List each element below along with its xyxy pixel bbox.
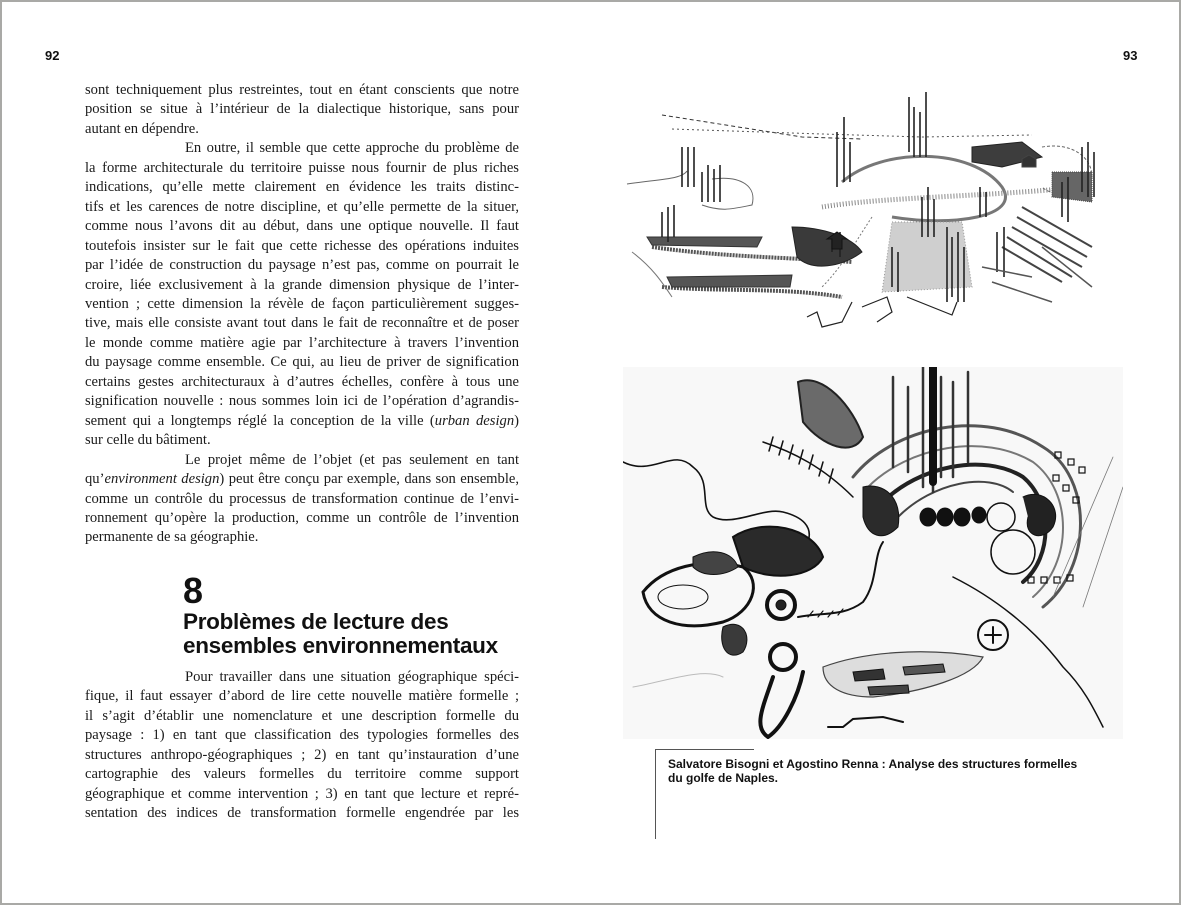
landscape-drawing-svg	[622, 87, 1122, 337]
paragraph-2	[85, 139, 519, 450]
text-line: la forme architecturale du territoire puisse nous fournir de plus riches	[85, 159, 519, 176]
text-line: géographique et comme intervention ; 3) en tant que lecture et repré-	[85, 785, 519, 802]
text-line: certains gestes architecturaux à d’autres échelles, confère à tous une	[85, 373, 519, 390]
text-line: comme un contrôle du processus de transformation continue de l’envi-	[85, 490, 519, 507]
caption-line-1: Salvatore Bisogni et Agostino Renna : Analyse des structures formelles	[668, 757, 1078, 771]
naples-sketch-svg	[623, 367, 1123, 739]
text-line: En outre, il semble que cette approche du problème de	[185, 140, 519, 157]
text-line: vention ; cette dimension la révèle de façon particulièrement sugges-	[85, 295, 519, 312]
italic-term: urban design	[434, 412, 515, 429]
section-heading	[183, 572, 498, 657]
caption-rule-horizontal	[655, 749, 754, 750]
paragraph-4	[85, 668, 519, 824]
axonometric-landscape-drawing	[622, 87, 1122, 337]
caption-line-2: du golfe de Naples.	[668, 770, 779, 785]
text-line: paysage : 1) en tant que classification des typologies formelles des	[85, 727, 519, 744]
text-line: cartographie des valeurs formelles du territoire comme support	[85, 766, 519, 783]
text-line-with-italic	[85, 412, 519, 431]
text-line: toutefois insister sur le fait que cette richesse des opérations induites	[85, 237, 519, 254]
text-line: ronnement qu’opère la production, comme un contrôle de l’invention	[85, 509, 519, 526]
paragraph-3	[85, 451, 519, 548]
text-run: sement qui a longtemps réglé la conception de la ville (	[85, 412, 435, 429]
text-line: par l’idée de construction du paysage n’est pas, comme on pourrait le	[85, 257, 519, 274]
figure-caption	[668, 758, 1098, 785]
text-line: comme nous l’avons dit au début, dans une optique nouvelle. Il faut	[85, 218, 519, 235]
text-line: Pour travailler dans une situation géographique spéci-	[185, 669, 519, 685]
paragraph-1	[85, 81, 519, 139]
text-line: fique, il faut essayer d’abord de lire cette nouvelle matière formelle ;	[85, 688, 519, 705]
text-line: autant en dépendre.	[85, 120, 199, 137]
body-text-bottom	[85, 668, 519, 824]
text-line-with-italic	[85, 470, 519, 489]
page-number-left: 92	[45, 48, 60, 63]
text-line: sentation des indices de transformation formelle engendrée par les	[85, 805, 519, 822]
text-run: )	[514, 412, 519, 429]
text-run: ) peut être conçu par exemple, dans son ensemble,	[219, 471, 520, 488]
text-line: structures anthropo-géographiques ; 2) en tant qu’instauration d’une	[85, 746, 519, 763]
text-line: Le projet même de l’objet (et pas seulement en tant	[185, 451, 519, 468]
text-line: du paysage comme ensemble. Ce qui, au lieu de priver de signification	[85, 354, 519, 371]
text-line: croire, liée exclusivement à la grande dimension physique de l’inter-	[85, 276, 519, 293]
text-line: permanente de sa géographie.	[85, 529, 259, 546]
text-line: tive, mais elle consiste avant tout dans le fait de reconnaître et de poser	[85, 315, 519, 332]
text-line: indications, qu’elle mette clairement en évidence les traits distinc-	[85, 179, 519, 196]
text-line: sur celle du bâtiment.	[85, 432, 211, 449]
text-line: il s’agit d’établir une nomenclature et une description formelle du	[85, 707, 519, 724]
body-text-top	[85, 81, 519, 548]
text-line: signification nouvelle : nous sommes loin ici de l’opération d’agrandis-	[85, 393, 519, 410]
italic-term: environment design	[104, 471, 220, 488]
gulf-of-naples-sketch	[623, 367, 1123, 739]
text-line: position se situe à l’intérieur de la dialectique historique, sans pour	[85, 101, 519, 118]
section-title-line-1: Problèmes de lecture des	[183, 609, 449, 634]
text-line: le monde comme matière agie par l’architecture à travers l’invention	[85, 334, 519, 351]
page-number-right: 93	[1123, 48, 1138, 63]
text-line: sont techniquement plus restreintes, tout en étant conscients que notre	[85, 82, 519, 98]
text-run: qu’	[85, 471, 105, 488]
text-line: tifs et les carences de notre discipline, et qu’elle permette de la situer,	[85, 198, 519, 215]
caption-rule-vertical	[655, 749, 656, 839]
section-title-line-2: ensembles environnementaux	[183, 632, 498, 658]
section-number: 8	[183, 570, 203, 611]
